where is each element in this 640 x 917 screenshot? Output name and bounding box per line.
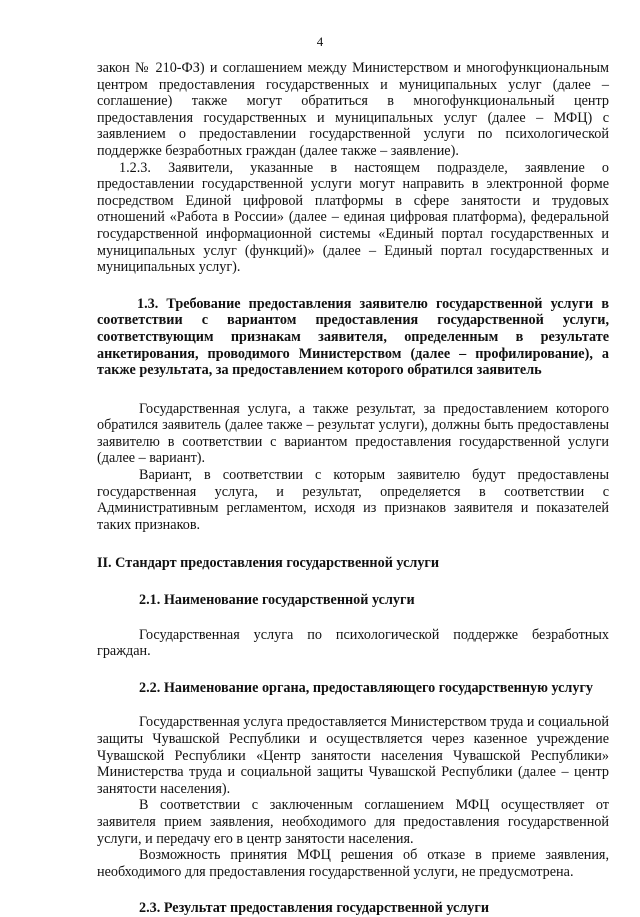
subsection-2-1-text: Государственная услуга по психологической поддержке безработных граждан.: [97, 626, 609, 660]
document-body: [97, 60, 609, 917]
paragraph-1-2-3: 1.2.3. Заявители, указанные в настоящем подразделе, заявление о предоставлении государственной услуги могут направить в электронной форме посредством Единой цифровой платформы в сфере занятости и трудовых отношений «Работа в России» (далее – единая цифровая платформа), федеральной государственной информационной системы «Единый портал государственных и муниципальных услуг (функций)» (далее – Единый портал государственных и муниципальных услуг).: [97, 159, 609, 276]
paragraph-intro-continuation: закон № 210-ФЗ) и соглашением между Министерством и многофункциональным центром предоставления государственных и муниципальных услуг (далее – соглашение) также могут обратиться в многофункциональный центр предоставления государственных и муниципальных услуг (далее – МФЦ) с заявлением о предоставлении государственной услуги по психологической поддержке безработных граждан (далее также – заявление).: [97, 60, 609, 159]
subsection-2-2-paragraph: Государственная услуга предоставляется Министерством труда и социальной защиты Чувашской Республики и осуществляется через казенное учреждение Чувашской Республики «Центр занятости населения Чувашской Республики» Министерства труда и социальной защиты Чувашской Республики (далее – центр занятости населения).: [97, 714, 609, 797]
subsection-2-2-paragraph: Возможность принятия МФЦ решения об отказе в приеме заявления, необходимого для предоставления государственной услуги, не предусмотрена.: [97, 847, 609, 880]
subsection-2-2-paragraph: В соответствии с заключенным соглашением МФЦ осуществляет от заявителя прием заявления, необходимого для предоставления государственной услуги, и передачу его в центр занятости населения.: [97, 797, 609, 847]
subsection-2-3-heading: 2.3. Результат предоставления государственной услуги: [139, 900, 490, 917]
section-1-3-paragraph: Государственная услуга, а также результат, за предоставлением которого обратился заявитель (далее также – результат услуги), должны быть предоставлены заявителю в соответствии с вариантом предоставления государственной услуги (далее – вариант).: [97, 400, 609, 467]
section-2-heading: II. Стандарт предоставления государственной услуги: [97, 555, 440, 572]
section-1-3-paragraph: Вариант, в соответствии с которым заявителю будут предоставлены государственная услуга, и результат, определяется в соответствии с Административным регламентом, исходя из признаков заявителя и показателей таких признаков.: [97, 467, 609, 533]
section-1-3-heading: 1.3. Требование предоставления заявителю государственной услуги в соответствии с вариантом предоставления государственной услуги, соответствующим признакам заявителя, определенным в результате анкетирования, проводимого Министерством (далее – профилирование), а также результата, за предоставлением которого обратился заявитель: [97, 295, 609, 379]
subsection-2-1-heading: 2.1. Наименование государственной услуги: [139, 592, 415, 609]
page-number: 4: [316, 34, 324, 49]
subsection-2-2-heading: 2.2. Наименование органа, предоставляющего государственную услугу: [139, 679, 594, 696]
